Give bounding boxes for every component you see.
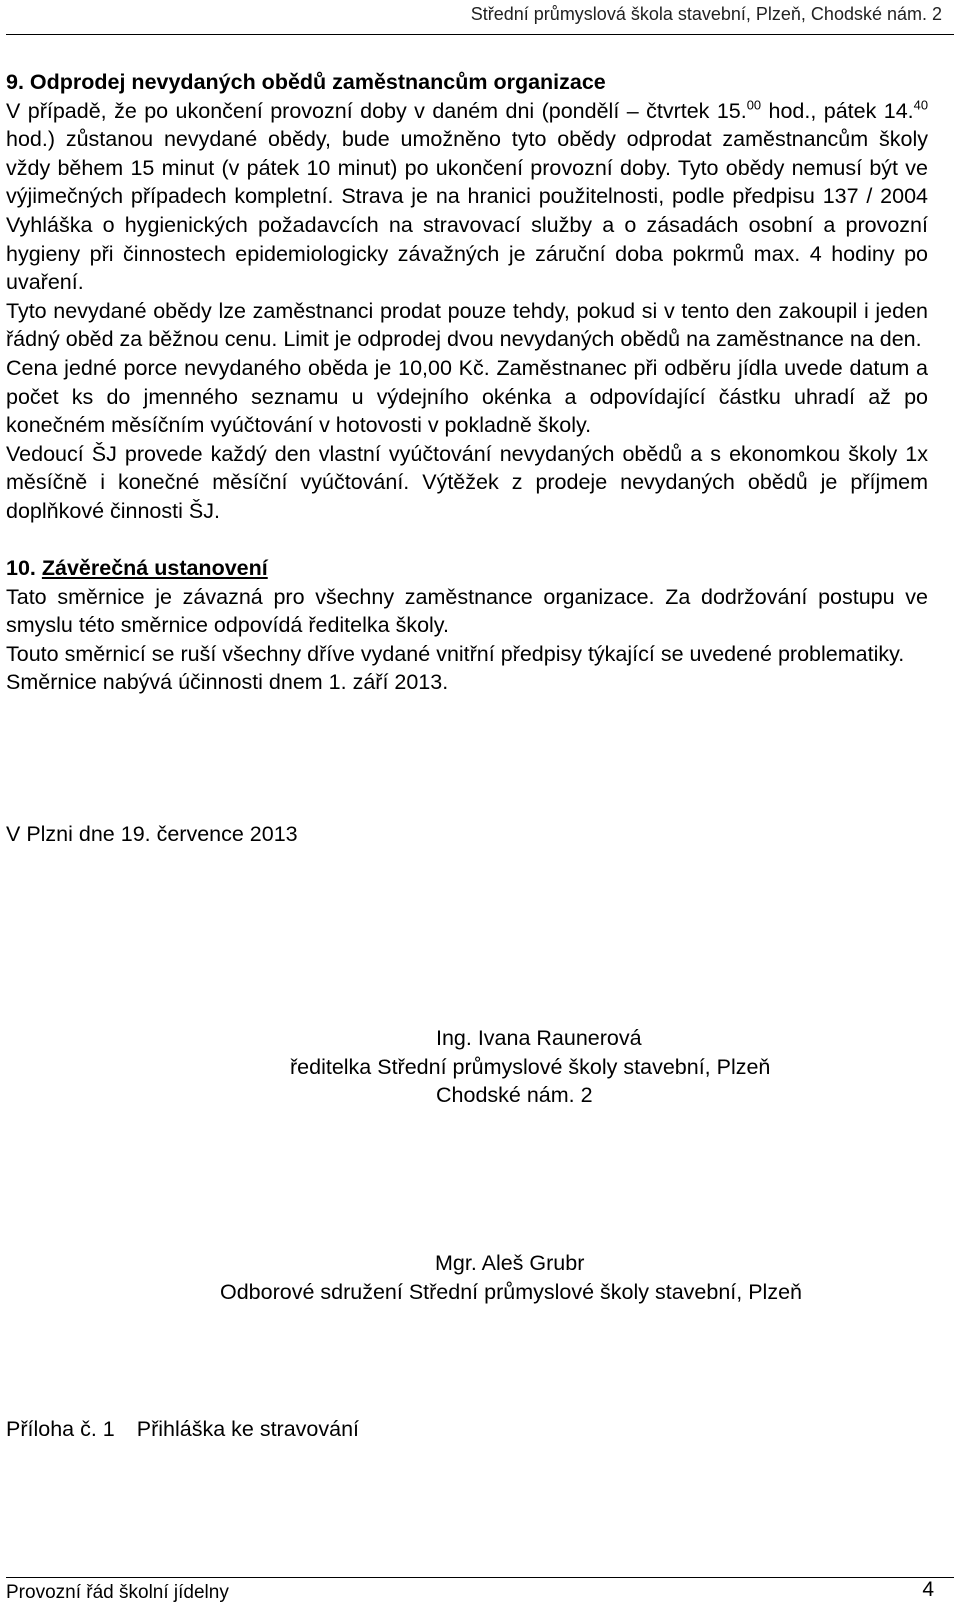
signatory-name: Ing. Ivana Raunerová: [436, 1026, 642, 1050]
page-number: 4: [922, 1578, 934, 1601]
section-10-paragraph-2: Touto směrnicí se ruší všechny dříve vydané vnitřní předpisy týkající se uvedené problematiky.: [6, 641, 905, 666]
signatory-name: Mgr. Aleš Grubr: [435, 1251, 585, 1275]
spacer: [6, 526, 928, 555]
superscript-minutes: 40: [913, 97, 928, 113]
section-10-number: 10.: [6, 556, 36, 581]
signatory-address: Chodské nám. 2: [436, 1083, 593, 1108]
text-span: hod., pátek 14.: [761, 98, 914, 123]
header-divider: [6, 34, 954, 35]
footer-divider: [6, 1577, 954, 1578]
attachment-line: [6, 1417, 359, 1442]
superscript-minutes: 00: [746, 97, 762, 113]
section-9-paragraph-4: Vedoucí ŠJ provede každý den vlastní vyúčtování nevydaných obědů a s ekonomkou školy 1x měsíčně i konečné měsíční vyúčtování. Výtěžek z prodeje nevydaných obědů je příjmem doplňkové činnosti ŠJ.: [6, 441, 928, 523]
section-9-paragraph-3: Cena jedné porce nevydaného oběda je 10,00 Kč. Zaměstnanec při odběru jídla uvede datum a počet ks do jmenného seznamu u výdejního okénka a odpovídající částku uhradí až po konečném měsíčním vyúčtování v hotovosti v pokladně školy.: [6, 355, 928, 438]
page-header: Střední průmyslová škola stavební, Plzeň, Chodské nám. 2: [470, 4, 942, 24]
date-line: V Plzni dne 19. července 2013: [6, 822, 298, 846]
signature-block-union: [220, 1249, 802, 1306]
document-body: [6, 68, 928, 697]
section-9-paragraph-1: [6, 97, 928, 297]
signature-block-director: [290, 1024, 770, 1110]
section-9-paragraph-2: Tyto nevydané obědy lze zaměstnanci prodat pouze tehdy, pokud si v tento den zakoupil i jeden řádný oběd za běžnou cenu. Limit je odprodej dvou nevydaných obědů na zaměstnance na den.: [6, 298, 928, 352]
section-10-paragraph-1: Tato směrnice je závazná pro všechny zaměstnance organizace. Za dodržování postupu ve smyslu této směrnice odpovídá ředitelka školy.: [6, 584, 928, 638]
section-10-heading: [6, 554, 928, 583]
text-span: hod.) zůstanou nevydané obědy, bude umožněno tyto obědy odprodat zaměstnancům školy vždy během 15 minut (v pátek 10 minut) po ukončení provozní doby. Tyto obědy nemusí být ve výjimečných případech kompletní. Strava je na hranici použitelnosti, podle předpisu 137 / 2004 Vyhláška o hygienických požadavcích na stravovací služby a o zásadách osobní a provozní hygieny při činnostech epidemiologicky závažných je záruční doba pokrmů max. 4 hodiny po uvaření.: [6, 127, 928, 295]
section-10-paragraph-3: Směrnice nabývá účinnosti dnem 1. září 2013.: [6, 670, 449, 695]
section-10-title: Závěrečná ustanovení: [41, 556, 268, 581]
section-9-title: 9. Odprodej nevydaných obědů zaměstnancům organizace: [6, 70, 606, 94]
attachment-title: Přihláška ke stravování: [136, 1417, 360, 1441]
text-span: V případě, že po ukončení provozní doby v daném dni (pondělí – čtvrtek 15.: [6, 98, 747, 123]
attachment-label: Příloha č. 1: [6, 1417, 115, 1441]
footer-document-title: Provozní řád školní jídelny: [6, 1582, 229, 1603]
signatory-role: Odborové sdružení Střední průmyslové školy stavební, Plzeň: [220, 1279, 802, 1304]
signatory-role: ředitelka Střední průmyslové školy stavební, Plzeň: [290, 1054, 771, 1079]
